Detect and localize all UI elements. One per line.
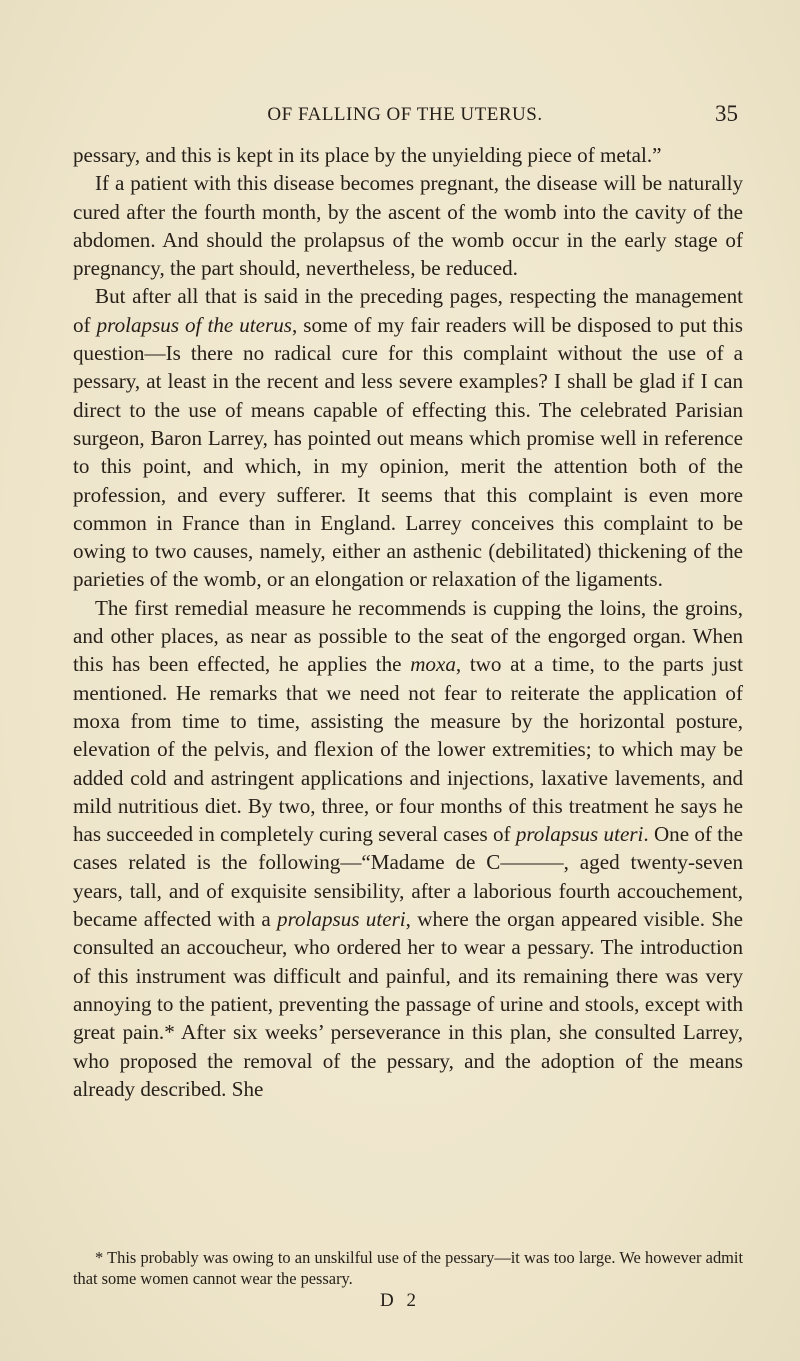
paragraph: [73, 282, 743, 593]
running-head: [72, 101, 738, 134]
text-run: The first remedial measure he recommends is cupping the loins, the groins, and other places, as near as possible to the seat of the engorged organ. When this has been effected, he applies the: [73, 595, 743, 677]
signature-mark: D 2: [380, 1290, 420, 1311]
italic-term: prolapsus uteri: [515, 822, 644, 847]
text-run: , two at a time, to the parts just mentioned. He remarks that we need not fear to reiterate the application of moxa from time to time, assisting the measure by the horizontal posture, elevation of the pelvis, and flexion of the lower extremities; to which may be added cold and astringent applications and injections, laxative lavements, and mild nutritious diet. By two, three, or four months of this treatment he says he has succeeded in completely curing several cases of: [73, 652, 743, 847]
page-number: 35: [715, 101, 738, 126]
footnote-text: * This probably was owing to an unskilful use of the pessary—it was too large. We however admit that some women cannot wear the pessary.: [73, 1248, 743, 1288]
footnote: [73, 1247, 743, 1289]
paragraph: [73, 594, 743, 1103]
italic-term: prolapsus uteri: [277, 907, 406, 932]
text-run: , some of my fair readers will be disposed to put this question—Is there no radical cure for this complaint without the use of a pessary, at least in the recent and less severe examples? I shall be glad if I can direct to the use of means capable of effecting this. The celebrated Parisian surgeon, Baron Larrey, has pointed out means which promise well in reference to this point, and which, in my opinion, merit the attention both of the profession, and every sufferer. It seems that this complaint is even more common in France than in England. Larrey conceives this complaint to be owing to two causes, namely, either an asthenic (debilitated) thickening of the parieties of the womb, or an elongation or relaxation of the ligaments.: [73, 312, 743, 592]
text-run: If a patient with this disease becomes pregnant, the disease will be naturally cured after the fourth month, by the ascent of the womb into the cavity of the abdomen. And should the prolapsus of the womb occur in the early stage of pregnancy, the part should, nevertheless, be reduced.: [73, 171, 743, 281]
italic-term: prolapsus of the uterus: [96, 312, 292, 337]
running-title: OF FALLING OF THE UTERUS.: [267, 104, 543, 125]
italic-term: moxa: [410, 652, 456, 677]
paragraph: [73, 141, 743, 169]
text-run: pessary, and this is kept in its place by the unyielding piece of metal.”: [73, 143, 662, 167]
body-text: [73, 141, 743, 1103]
text-run: . One of the cases related is the following—“Madame de C———, aged twenty-seven years, tall, and of exquisite sensibility, after a laborious fourth accouchement, became affected with a: [73, 822, 743, 932]
text-run: But after all that is said in the preceding pages, respecting the management of: [73, 284, 743, 337]
text-run: , where the organ appeared visible. She consulted an accoucheur, who ordered her to wear a pessary. The introduction of this instrument was difficult and painful, and its remaining there was very annoying to the patient, preventing the passage of urine and stools, except with great pain.* After six weeks’ perseverance in this plan, she consulted Larrey, who proposed the removal of the pessary, and the adoption of the means already described. She: [73, 907, 743, 1101]
paragraph: [73, 169, 743, 282]
